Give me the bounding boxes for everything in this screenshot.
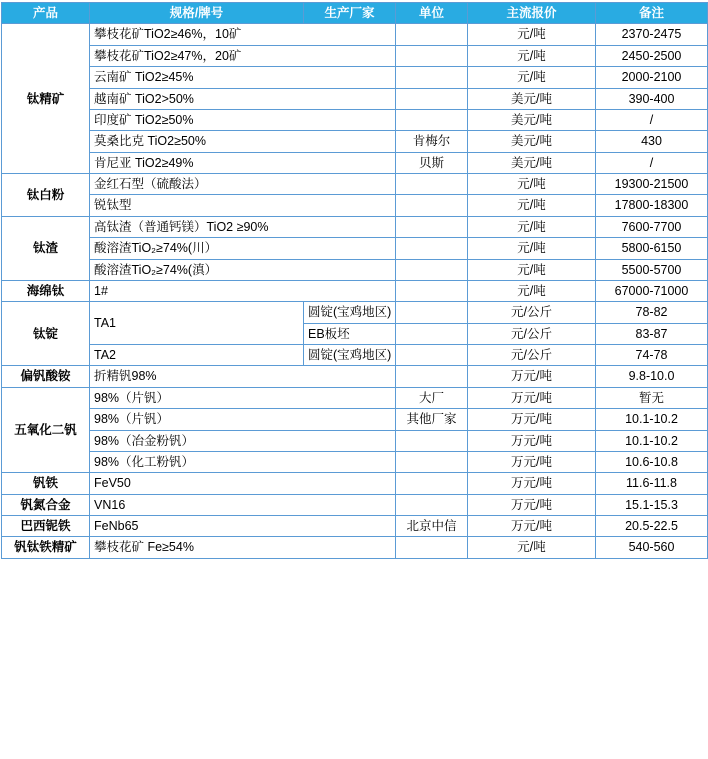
cell-spec: 折精钒98% <box>90 366 396 387</box>
cell-spec: 云南矿 TiO2≥45% <box>90 67 396 88</box>
cell-price: 7600-7700 <box>596 216 708 237</box>
cell-price: 11.6-11.8 <box>596 473 708 494</box>
table-row <box>2 45 708 66</box>
cell-price: 10.1-10.2 <box>596 409 708 430</box>
cell-manufacturer: 贝斯 <box>396 152 468 173</box>
cell-unit: 元/公斤 <box>468 323 596 344</box>
table-row <box>2 174 708 195</box>
cell-price: 2000-2100 <box>596 67 708 88</box>
header-spec: 规格/牌号 <box>90 3 304 24</box>
cell-price: 10.1-10.2 <box>596 430 708 451</box>
table-row <box>2 302 708 323</box>
cell-price: 83-87 <box>596 323 708 344</box>
cell-product: 钛白粉 <box>2 174 90 217</box>
cell-manufacturer <box>396 537 468 558</box>
cell-manufacturer: 大厂 <box>396 387 468 408</box>
cell-product: 五氧化二钒 <box>2 387 90 473</box>
cell-manufacturer <box>396 88 468 109</box>
table-header-row <box>2 3 708 24</box>
cell-manufacturer <box>396 473 468 494</box>
table-row <box>2 345 708 366</box>
header-unit: 单位 <box>396 3 468 24</box>
cell-manufacturer <box>396 45 468 66</box>
cell-unit: 万元/吨 <box>468 451 596 472</box>
cell-spec: 攀枝花矿TiO2≥47%，20矿 <box>90 45 396 66</box>
cell-product: 钛精矿 <box>2 24 90 174</box>
cell-manufacturer <box>396 323 468 344</box>
cell-unit: 美元/吨 <box>468 131 596 152</box>
cell-product: 海绵钛 <box>2 280 90 301</box>
table-row <box>2 451 708 472</box>
cell-spec: FeV50 <box>90 473 396 494</box>
cell-manufacturer <box>396 345 468 366</box>
cell-manufacturer: 肯梅尔 <box>396 131 468 152</box>
cell-spec-sub: EB板坯 <box>304 323 396 344</box>
table-row <box>2 409 708 430</box>
table-row <box>2 280 708 301</box>
cell-spec: 攀枝花矿 Fe≥54% <box>90 537 396 558</box>
cell-manufacturer <box>396 280 468 301</box>
cell-unit: 元/吨 <box>468 280 596 301</box>
cell-spec: 锐钛型 <box>90 195 396 216</box>
cell-price: 2370-2475 <box>596 24 708 45</box>
table-row <box>2 67 708 88</box>
cell-spec: VN16 <box>90 494 396 515</box>
cell-manufacturer <box>396 174 468 195</box>
cell-manufacturer <box>396 24 468 45</box>
cell-spec: 98%（冶金粉钒） <box>90 430 396 451</box>
cell-price: 430 <box>596 131 708 152</box>
table-row <box>2 387 708 408</box>
header-note: 备注 <box>596 3 708 24</box>
cell-product: 偏钒酸铵 <box>2 366 90 387</box>
cell-unit: 元/吨 <box>468 537 596 558</box>
cell-price: 74-78 <box>596 345 708 366</box>
cell-unit: 万元/吨 <box>468 366 596 387</box>
cell-price: 10.6-10.8 <box>596 451 708 472</box>
cell-price: / <box>596 109 708 130</box>
cell-product: 钛锭 <box>2 302 90 366</box>
cell-spec: 攀枝花矿TiO2≥46%，10矿 <box>90 24 396 45</box>
cell-spec: 越南矿 TiO2>50% <box>90 88 396 109</box>
table-row <box>2 516 708 537</box>
cell-price: 暂无 <box>596 387 708 408</box>
table-row <box>2 195 708 216</box>
cell-unit: 万元/吨 <box>468 516 596 537</box>
table-row <box>2 259 708 280</box>
cell-manufacturer <box>396 494 468 515</box>
cell-unit: 元/吨 <box>468 259 596 280</box>
cell-spec: 酸溶渣TiO₂≥74%(滇） <box>90 259 396 280</box>
cell-price: 20.5-22.5 <box>596 516 708 537</box>
header-manufacturer: 生产厂家 <box>304 3 396 24</box>
cell-price: 17800-18300 <box>596 195 708 216</box>
cell-spec-sub: 圆锭(宝鸡地区) <box>304 345 396 366</box>
cell-spec-sub: 圆锭(宝鸡地区) <box>304 302 396 323</box>
cell-manufacturer <box>396 259 468 280</box>
cell-product: 钒铁 <box>2 473 90 494</box>
header-price: 主流报价 <box>468 3 596 24</box>
cell-spec: 98%（片钒） <box>90 409 396 430</box>
cell-price: / <box>596 152 708 173</box>
cell-price: 19300-21500 <box>596 174 708 195</box>
cell-spec: 肯尼亚 TiO2≥49% <box>90 152 396 173</box>
cell-price: 5800-6150 <box>596 238 708 259</box>
cell-manufacturer <box>396 430 468 451</box>
cell-unit: 元/吨 <box>468 67 596 88</box>
price-sheet <box>0 2 708 559</box>
cell-spec: 98%（化工粉钒） <box>90 451 396 472</box>
cell-spec: 金红石型（硫酸法） <box>90 174 396 195</box>
cell-unit: 美元/吨 <box>468 88 596 109</box>
cell-spec: 酸溶渣TiO₂≥74%(川） <box>90 238 396 259</box>
cell-manufacturer <box>396 366 468 387</box>
table-row <box>2 473 708 494</box>
header-product: 产品 <box>2 3 90 24</box>
cell-price: 540-560 <box>596 537 708 558</box>
cell-unit: 万元/吨 <box>468 387 596 408</box>
cell-spec: FeNb65 <box>90 516 396 537</box>
cell-manufacturer <box>396 238 468 259</box>
table-row <box>2 109 708 130</box>
cell-unit: 万元/吨 <box>468 473 596 494</box>
cell-unit: 万元/吨 <box>468 430 596 451</box>
cell-product: 钒钛铁精矿 <box>2 537 90 558</box>
cell-unit: 美元/吨 <box>468 109 596 130</box>
cell-unit: 元/公斤 <box>468 302 596 323</box>
cell-unit: 元/公斤 <box>468 345 596 366</box>
cell-manufacturer <box>396 302 468 323</box>
cell-manufacturer <box>396 109 468 130</box>
cell-unit: 元/吨 <box>468 216 596 237</box>
cell-price: 9.8-10.0 <box>596 366 708 387</box>
cell-manufacturer <box>396 67 468 88</box>
cell-manufacturer <box>396 451 468 472</box>
cell-price: 2450-2500 <box>596 45 708 66</box>
cell-spec: 高钛渣（普通钙镁）TiO2 ≥90% <box>90 216 396 237</box>
table-row <box>2 131 708 152</box>
cell-price: 67000-71000 <box>596 280 708 301</box>
cell-unit: 元/吨 <box>468 174 596 195</box>
table-row <box>2 152 708 173</box>
cell-unit: 万元/吨 <box>468 409 596 430</box>
cell-product: 巴西铌铁 <box>2 516 90 537</box>
price-table <box>1 2 708 559</box>
cell-grade: TA1 <box>90 302 304 345</box>
cell-unit: 元/吨 <box>468 24 596 45</box>
cell-manufacturer: 北京中信 <box>396 516 468 537</box>
table-row <box>2 366 708 387</box>
cell-manufacturer: 其他厂家 <box>396 409 468 430</box>
table-row <box>2 537 708 558</box>
table-row <box>2 494 708 515</box>
cell-price: 5500-5700 <box>596 259 708 280</box>
table-row <box>2 430 708 451</box>
cell-manufacturer <box>396 195 468 216</box>
table-row <box>2 88 708 109</box>
cell-unit: 元/吨 <box>468 195 596 216</box>
cell-unit: 元/吨 <box>468 238 596 259</box>
cell-unit: 美元/吨 <box>468 152 596 173</box>
cell-product: 钛渣 <box>2 216 90 280</box>
cell-product: 钒氮合金 <box>2 494 90 515</box>
table-row <box>2 238 708 259</box>
cell-manufacturer <box>396 216 468 237</box>
cell-spec: 印度矿 TiO2≥50% <box>90 109 396 130</box>
table-row <box>2 24 708 45</box>
table-body <box>2 24 708 558</box>
cell-spec: 98%（片钒） <box>90 387 396 408</box>
cell-unit: 万元/吨 <box>468 494 596 515</box>
cell-spec: 1# <box>90 280 396 301</box>
cell-price: 78-82 <box>596 302 708 323</box>
cell-unit: 元/吨 <box>468 45 596 66</box>
cell-grade: TA2 <box>90 345 304 366</box>
cell-price: 15.1-15.3 <box>596 494 708 515</box>
cell-spec: 莫桑比克 TiO2≥50% <box>90 131 396 152</box>
table-row <box>2 216 708 237</box>
cell-price: 390-400 <box>596 88 708 109</box>
